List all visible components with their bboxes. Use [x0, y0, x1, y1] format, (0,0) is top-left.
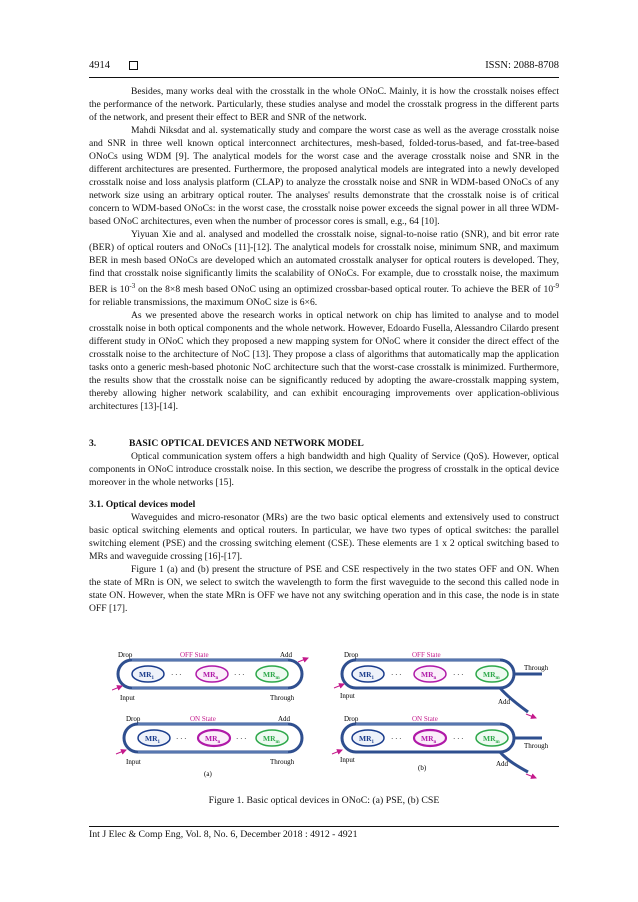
paragraph: Yiyuan Xie and al. analysed and modelled the crosstalk noise, signal-to-noise ratio (SNR), and bit error rate (BER) of optical routers and ONoCs [11]-[12]. The analytical models for crosstalk noise, minimum SNR, and maximum BER in mesh based ONoCs are developed which an automated crosstalk analyser for optical routers is developed. They, find that crosstalk noise significantly limits the scalability of ONoCs. For example, due to crosstalk noise, the maximum BER is $10^{-3}$ on the 8×8 mesh based ONoC using an optimized crossbar-based optical router. To achieve the BER of $10^{-9}$ for reliable transmissions, the maximum ONoC size is 6×6.: [89, 229, 559, 309]
figure-1: [112, 648, 552, 783]
add-label: Add: [278, 715, 291, 723]
through-label: Through: [270, 694, 295, 702]
mrn-label: $MR_n$: [205, 734, 221, 745]
paragraph: Waveguides and micro-resonator (MRs) are the two basic optical elements and extensively used to construct basic optical switching elements and optical routers. In particular, we have two types of optical switches: the parallel switching element (PSE) and the crossing switching element (CSE). These elements are 1 x 2 optical switching based to MRs and waveguide crossing [16]-[17].: [89, 512, 559, 563]
mr1-label: $MR_1$: [139, 670, 154, 681]
section-heading: 3. BASIC OPTICAL DEVICES AND NETWORK MODEL: [89, 438, 364, 450]
ellipsis: · · ·: [171, 671, 182, 679]
paragraph: Figure 1 (a) and (b) present the structure of PSE and CSE respectively in the two states OFF and ON. When the state of MRn is ON, we select to switch the wavelength to form the first waveguide to the second this called node in state ON. However, when the state MRn is OFF we have not any switching operation and in this case, the node is in state OFF [17].: [89, 564, 559, 615]
mrm-label: $MR_m$: [263, 670, 280, 681]
footer-citation: Int J Elec & Comp Eng, Vol. 8, No. 6, December 2018 : 4912 - 4921: [89, 829, 358, 840]
square-icon: [129, 61, 138, 70]
page-header: [89, 60, 559, 76]
input-label: Input: [126, 758, 141, 766]
page-number: 4914: [89, 60, 110, 71]
mrm-label: $MR_m$: [483, 734, 500, 745]
cse-off-diagram: [334, 660, 542, 718]
ellipsis: · · ·: [176, 735, 187, 743]
add-label: Add: [496, 760, 509, 768]
input-label: Input: [340, 756, 355, 764]
footer-rule: [89, 826, 559, 827]
ellipsis: · · ·: [453, 735, 464, 743]
off-state-label: OFF State: [412, 651, 441, 659]
input-label: Input: [340, 692, 355, 700]
panel-a-label: (a): [204, 770, 212, 778]
panel-b-label: (b): [418, 764, 427, 772]
mr1-label: $MR_1$: [359, 734, 374, 745]
mrn-label: $MR_n$: [203, 670, 219, 681]
mrn-label: $MR_n$: [421, 734, 437, 745]
ellipsis: · · ·: [234, 671, 245, 679]
issn: ISSN: 2088-8708: [485, 60, 559, 71]
on-state-label: ON State: [412, 715, 438, 723]
ellipsis: · · ·: [453, 671, 464, 679]
input-label: Input: [120, 694, 135, 702]
mrm-label: $MR_m$: [263, 734, 280, 745]
figure-caption: Figure 1. Basic optical devices in ONoC: (a) PSE, (b) CSE: [208, 795, 440, 806]
mrm-label: $MR_m$: [483, 670, 500, 681]
off-state-label: OFF State: [180, 651, 209, 659]
drop-label: Drop: [344, 715, 359, 723]
ellipsis: · · ·: [391, 671, 402, 679]
through-label: Through: [524, 742, 549, 750]
mr1-label: $MR_1$: [145, 734, 160, 745]
subsection-heading: 3.1. Optical devices model: [89, 499, 196, 511]
through-label: Through: [270, 758, 295, 766]
drop-label: Drop: [344, 651, 359, 659]
article-body: [89, 85, 559, 615]
paragraph: Besides, many works deal with the crosstalk in the whole ONoC. Mainly, it is how the crosstalk noises effect the performance of the network. Particularly, these studies analyse and model the crosstalk progress in the different parts of the network, and present their effect to BER and SNR of the network.: [89, 86, 559, 123]
add-label: Add: [280, 651, 293, 659]
on-state-label: ON State: [190, 715, 216, 723]
mr1-label: $MR_1$: [359, 670, 374, 681]
drop-label: Drop: [118, 651, 133, 659]
ellipsis: · · ·: [236, 735, 247, 743]
cse-on-diagram: [332, 724, 542, 778]
paragraph: Optical communication system offers a high bandwidth and high Quality of Service (QoS). However, optical components in ONoC introduce crosstalk noise. In this section, we describe the progress of crosstalk in the optical device moreover in the whole networks [15].: [89, 451, 559, 489]
through-label: Through: [524, 664, 549, 672]
header-rule: [89, 77, 559, 78]
add-label: Add: [498, 698, 511, 706]
paragraph: Mahdi Niksdat and al. systematically study and compare the worst case as well as the average crosstalk noise and SNR in three well known optical interconnect architectures, mesh-based, folded-torus-based, and fat-tree-based ONoCs using WDM [9]. The analytical models for the worst case and the average crosstalk noise and SNR in the different architectures are presented. Furthermore, the proposed analytical models are integrated into a newly developed crosstalk noise and loss analysis platform (CLAP) to analyze the crosstalk noise and SNR in WDM-based ONoCs of any network size using an arbitrary optical router. The analyses' results demonstrate that the crosstalk noise is of critical concern to WDM-based ONoCs: in the worst case, the crosstalk noise power exceeds the signal power in all three WDM-based ONoC architectures, even when the number of processor cores is small, e.g., 64 [10].: [89, 125, 559, 227]
mrn-label: $MR_n$: [421, 670, 437, 681]
paragraph: As we presented above the research works in optical network on chip has limited to analyse and to model crosstalk noise in both optical components and the whole network. However, Edoardo Fusella, Alessandro Cilardo present different study in ONoC which they proposed a new mapping system for ONoC where it consider the direct effect of the crosstalk noise to the architecture of NoC [13]. They propose a class of algorithms that automatically map the application tasks onto a generic mesh-based photonic NoC architecture such that the worst-case crosstalk is minimized. Furthermore, the results show that the crosstalk noise can be significantly reduced by adopting the aware-crosstalk mapping system, thereby allowing higher network scalability, and can exhibit encouraging improvements over application-oblivious architectures [13]-[14].: [89, 310, 559, 413]
ellipsis: · · ·: [391, 735, 402, 743]
drop-label: Drop: [126, 715, 141, 723]
